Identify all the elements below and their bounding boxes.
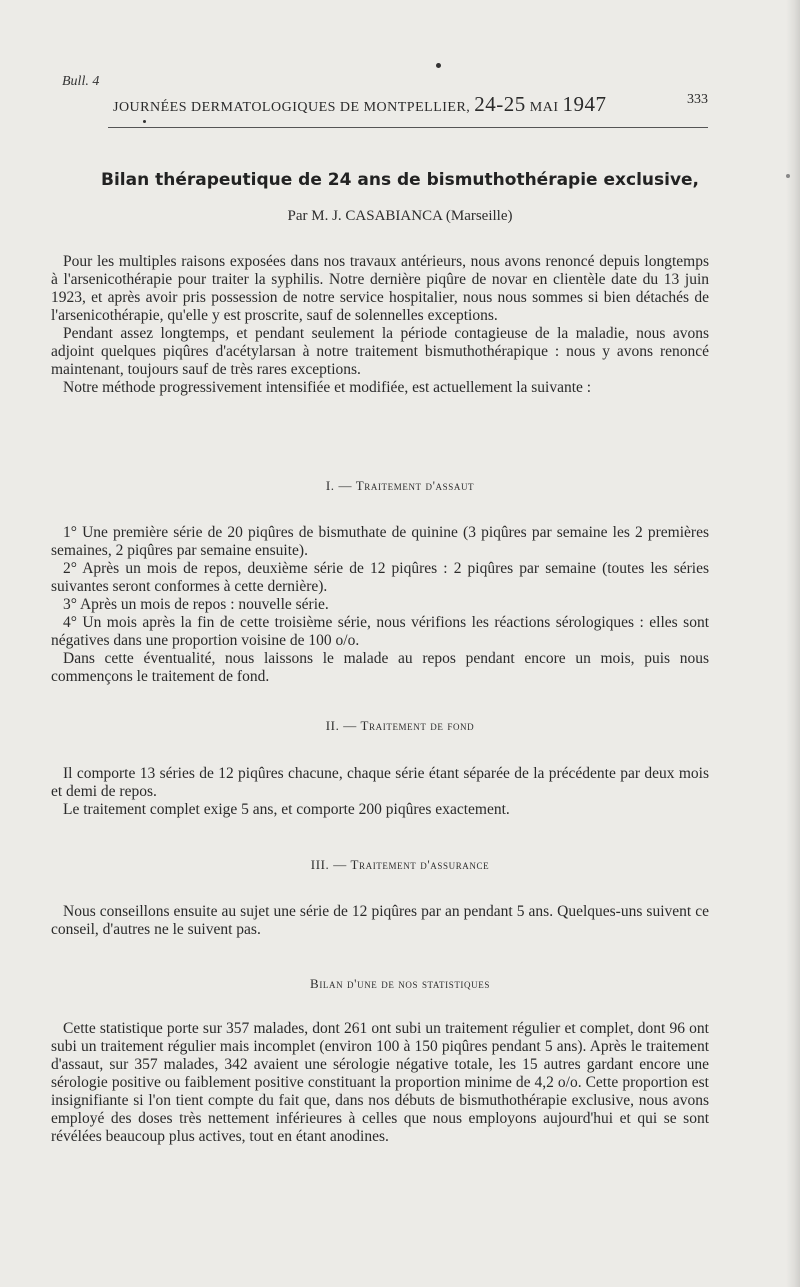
- section-2-text: [51, 765, 709, 819]
- page-number: 333: [687, 92, 708, 107]
- section-3-text: [51, 903, 709, 939]
- paragraph: Pendant assez longtemps, et pendant seulement la période contagieuse de la maladie, nous avons adjoint quelques piqûres d'acétylarsan à notre traitement bismuthothérapique : nous y avons renoncé maintenant, toujours sauf de très rares exceptions.: [51, 325, 709, 378]
- paragraph: Notre méthode progressivement intensifiée et modifiée, est actuellement la suivante :: [63, 379, 592, 396]
- article-author: Par M. J. CASABIANCA (Marseille): [287, 208, 513, 224]
- page-edge-shadow: [786, 0, 800, 1287]
- section-heading: II. — Traitement de fond: [325, 718, 475, 733]
- running-header: [113, 92, 607, 117]
- paragraph: Pour les multiples raisons exposées dans nos travaux antérieurs, nous avons renoncé depuis longtemps à l'arsenicothérapie pour traiter la syphilis. Notre dernière piqûre de novar en clientèle date du 13 juin 1923, et après avoir pris possession de notre service hospitalier, nous nous sommes si bien détachés de l'arsenicothérapie, qu'elle y est proscrite, sauf de solennelles exceptions.: [51, 253, 709, 324]
- running-title: JOURNÉES DERMATOLOGIQUES DE MONTPELLIER,: [113, 100, 471, 115]
- paragraph: Cette statistique porte sur 357 malades, dont 261 ont subi un traitement régulier et complet, dont 96 ont subi un traitement régulier mais incomplet (environ 100 à 150 piqûres pendant 5 ans). Après le traitement d'assaut, sur 357 malades, 342 avaient une sérologie négative totale, les 15 autres gardant encore une sérologie positive ou faiblement positive constituant la proportion minime de 4,2 o/o. Cette proportion est insignifiante si l'on tient compte du fait que, dans nos débuts de bismuthothérapie exclusive, nous avons employé des doses très nettement inférieures à celles que nous employons aujourd'hui et qui se sont révélées beaucoup plus actives, tout en étant anodines.: [51, 1020, 709, 1145]
- paragraph: 3° Après un mois de repos : nouvelle série.: [63, 596, 329, 613]
- journal-abbrev: Bull. 4: [62, 74, 100, 89]
- section-4-text: [51, 1020, 709, 1146]
- speck-mark: [436, 63, 441, 68]
- paragraph: 1° Une première série de 20 piqûres de bismuthate de quinine (3 piqûres par semaine les 2 premières semaines, 2 piqûres par semaine ensuite).: [51, 524, 709, 559]
- section-heading: III. — Traitement d'assurance: [310, 857, 490, 872]
- header-month: MAI: [529, 100, 559, 115]
- paragraph: Nous conseillons ensuite au sujet une série de 12 piqûres par an pendant 5 ans. Quelques-uns suivent ce conseil, d'autres ne le suivent pas.: [51, 903, 709, 938]
- section-heading: Bilan d'une de nos statistiques: [310, 976, 490, 991]
- article-title: Bilan thérapeutique de 24 ans de bismuthothérapie exclusive,: [100, 170, 700, 190]
- paragraph: Il comporte 13 séries de 12 piqûres chacune, chaque série étant séparée de la précédente par deux mois et demi de repos.: [51, 765, 709, 800]
- intro-text: [51, 253, 709, 397]
- speck-mark: [143, 120, 146, 123]
- header-rule: [108, 127, 708, 128]
- paragraph: 4° Un mois après la fin de cette troisième série, nous vérifions les réactions sérologiques : elles sont négatives dans une proportion voisine de 100 o/o.: [51, 614, 709, 649]
- section-1-text: [51, 524, 709, 686]
- section-heading: I. — Traitement d'assaut: [325, 478, 475, 493]
- paragraph: 2° Après un mois de repos, deuxième série de 12 piqûres : 2 piqûres par semaine (toutes les séries suivantes seront conformes à cette dernière).: [51, 560, 709, 595]
- paragraph: Le traitement complet exige 5 ans, et comporte 200 piqûres exactement.: [63, 801, 510, 818]
- header-dates: 24-25: [474, 92, 526, 116]
- header-year: 1947: [562, 92, 607, 116]
- paragraph: Dans cette éventualité, nous laissons le malade au repos pendant encore un mois, puis nous commençons le traitement de fond.: [51, 650, 709, 685]
